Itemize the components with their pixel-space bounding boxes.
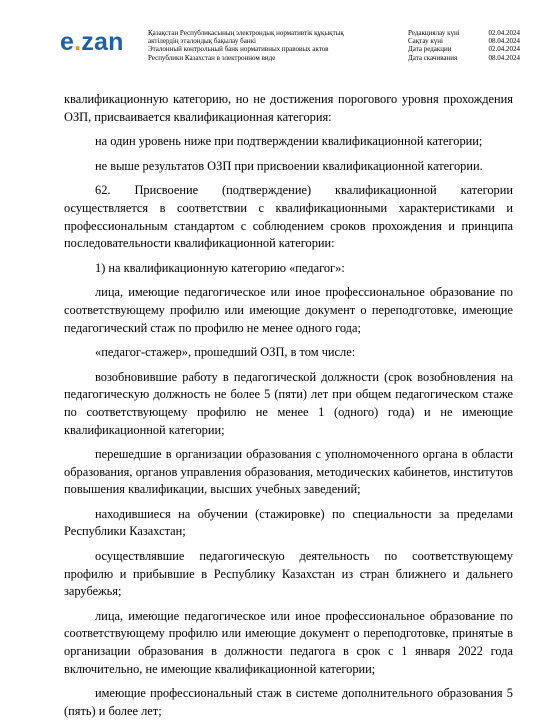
header-line: Қазақстан Республикасының электрондық нормативтік құқықтық: [148, 29, 344, 37]
header-line: актілердің эталондық бақылау банкі: [148, 37, 256, 46]
meta-value: 08.04.2024: [488, 53, 520, 62]
header-line: Эталонный контрольный банк нормативных правовых актов: [148, 45, 329, 54]
meta-row: [408, 37, 520, 45]
meta-label: Дата редакции: [408, 45, 452, 54]
meta-row: [408, 45, 520, 53]
body-paragraph: на один уровень ниже при подтверждении квалификационной категории;: [95, 134, 483, 149]
body-paragraph: лица, имеющие педагогическое или иное профессиональное образование по соответствующему профилю или имеющие документ о переподготовке, принятые в организации образования в должности педагога в срок с 1 января 2022 года включительно, не имеющие квалификационной категории;: [64, 608, 513, 676]
body-paragraph: квалификационную категорию, но не достижения порогового уровня прохождения ОЗП, присваивается квалификационная категория:: [64, 92, 513, 124]
logo-zan: zan: [81, 28, 124, 56]
meta-label: Сақтау күні: [408, 37, 443, 46]
logo-e: e: [60, 28, 75, 56]
body-paragraph: осуществлявшие педагогическую деятельность по соответствующему профилю и прибывшие в Республику Казахстан из стран ближнего и дальнего зарубежья;: [64, 549, 513, 599]
meta-value: 02.04.2024: [488, 29, 520, 37]
logo-dot: .: [74, 28, 82, 56]
document-body: [64, 91, 513, 727]
ezan-logo: [60, 30, 124, 55]
document-header: [0, 0, 557, 80]
meta-row: [408, 54, 520, 62]
body-paragraph: лица, имеющие педагогическое или иное профессиональное образование по соответствующему профилю или имеющие документ о переподготовке, имеющие педагогический стаж по профилю не менее одного года;: [64, 285, 513, 335]
meta-row: [408, 29, 520, 37]
meta-value: 08.04.2024: [488, 37, 520, 46]
body-paragraph: перешедшие в организации образования с уполномоченного органа в области образования, органов управления образования, методических кабинетов, институтов повышения квалификации, высших учебных заведений;: [64, 447, 513, 497]
meta-label: Редакциялау күні: [408, 29, 460, 37]
body-paragraph: не выше результатов ОЗП при присвоении квалификационной категории.: [95, 158, 483, 173]
body-paragraph: имеющие профессиональный стаж в системе дополнительного образования 5 (пять) и более лет;: [64, 686, 513, 718]
header-dates: [408, 29, 520, 62]
header-line: Республики Казахстан в электронном виде: [148, 53, 276, 62]
body-paragraph: возобновившие работу в педагогической должности (срок возобновления на педагогическую должность не более 5 (пяти) лет при общем педагогическом стаже по соответствующему профилю не менее 1 (одного) года) и не имеющие квалификационной категории;: [64, 369, 513, 437]
body-paragraph: 62. Присвоение (подтверждение) квалификационной категории осуществляется в соответствии с квалификационными характеристиками и профессиональным стандартом с соблюдением сроков прохождения и принципа последовательности квалификационной категории:: [64, 183, 513, 251]
meta-label: Дата скачивания: [408, 53, 458, 62]
meta-value: 02.04.2024: [488, 45, 520, 54]
header-bank-title: [148, 29, 408, 62]
body-paragraph: находившиеся на обучении (стажировке) по специальности за пределами Республики Казахстан;: [64, 506, 513, 539]
body-paragraph: «педагог-стажер», прошедший ОЗП, в том числе:: [95, 345, 356, 360]
body-paragraph: 1) на квалификационную категорию «педагог»:: [95, 260, 345, 275]
